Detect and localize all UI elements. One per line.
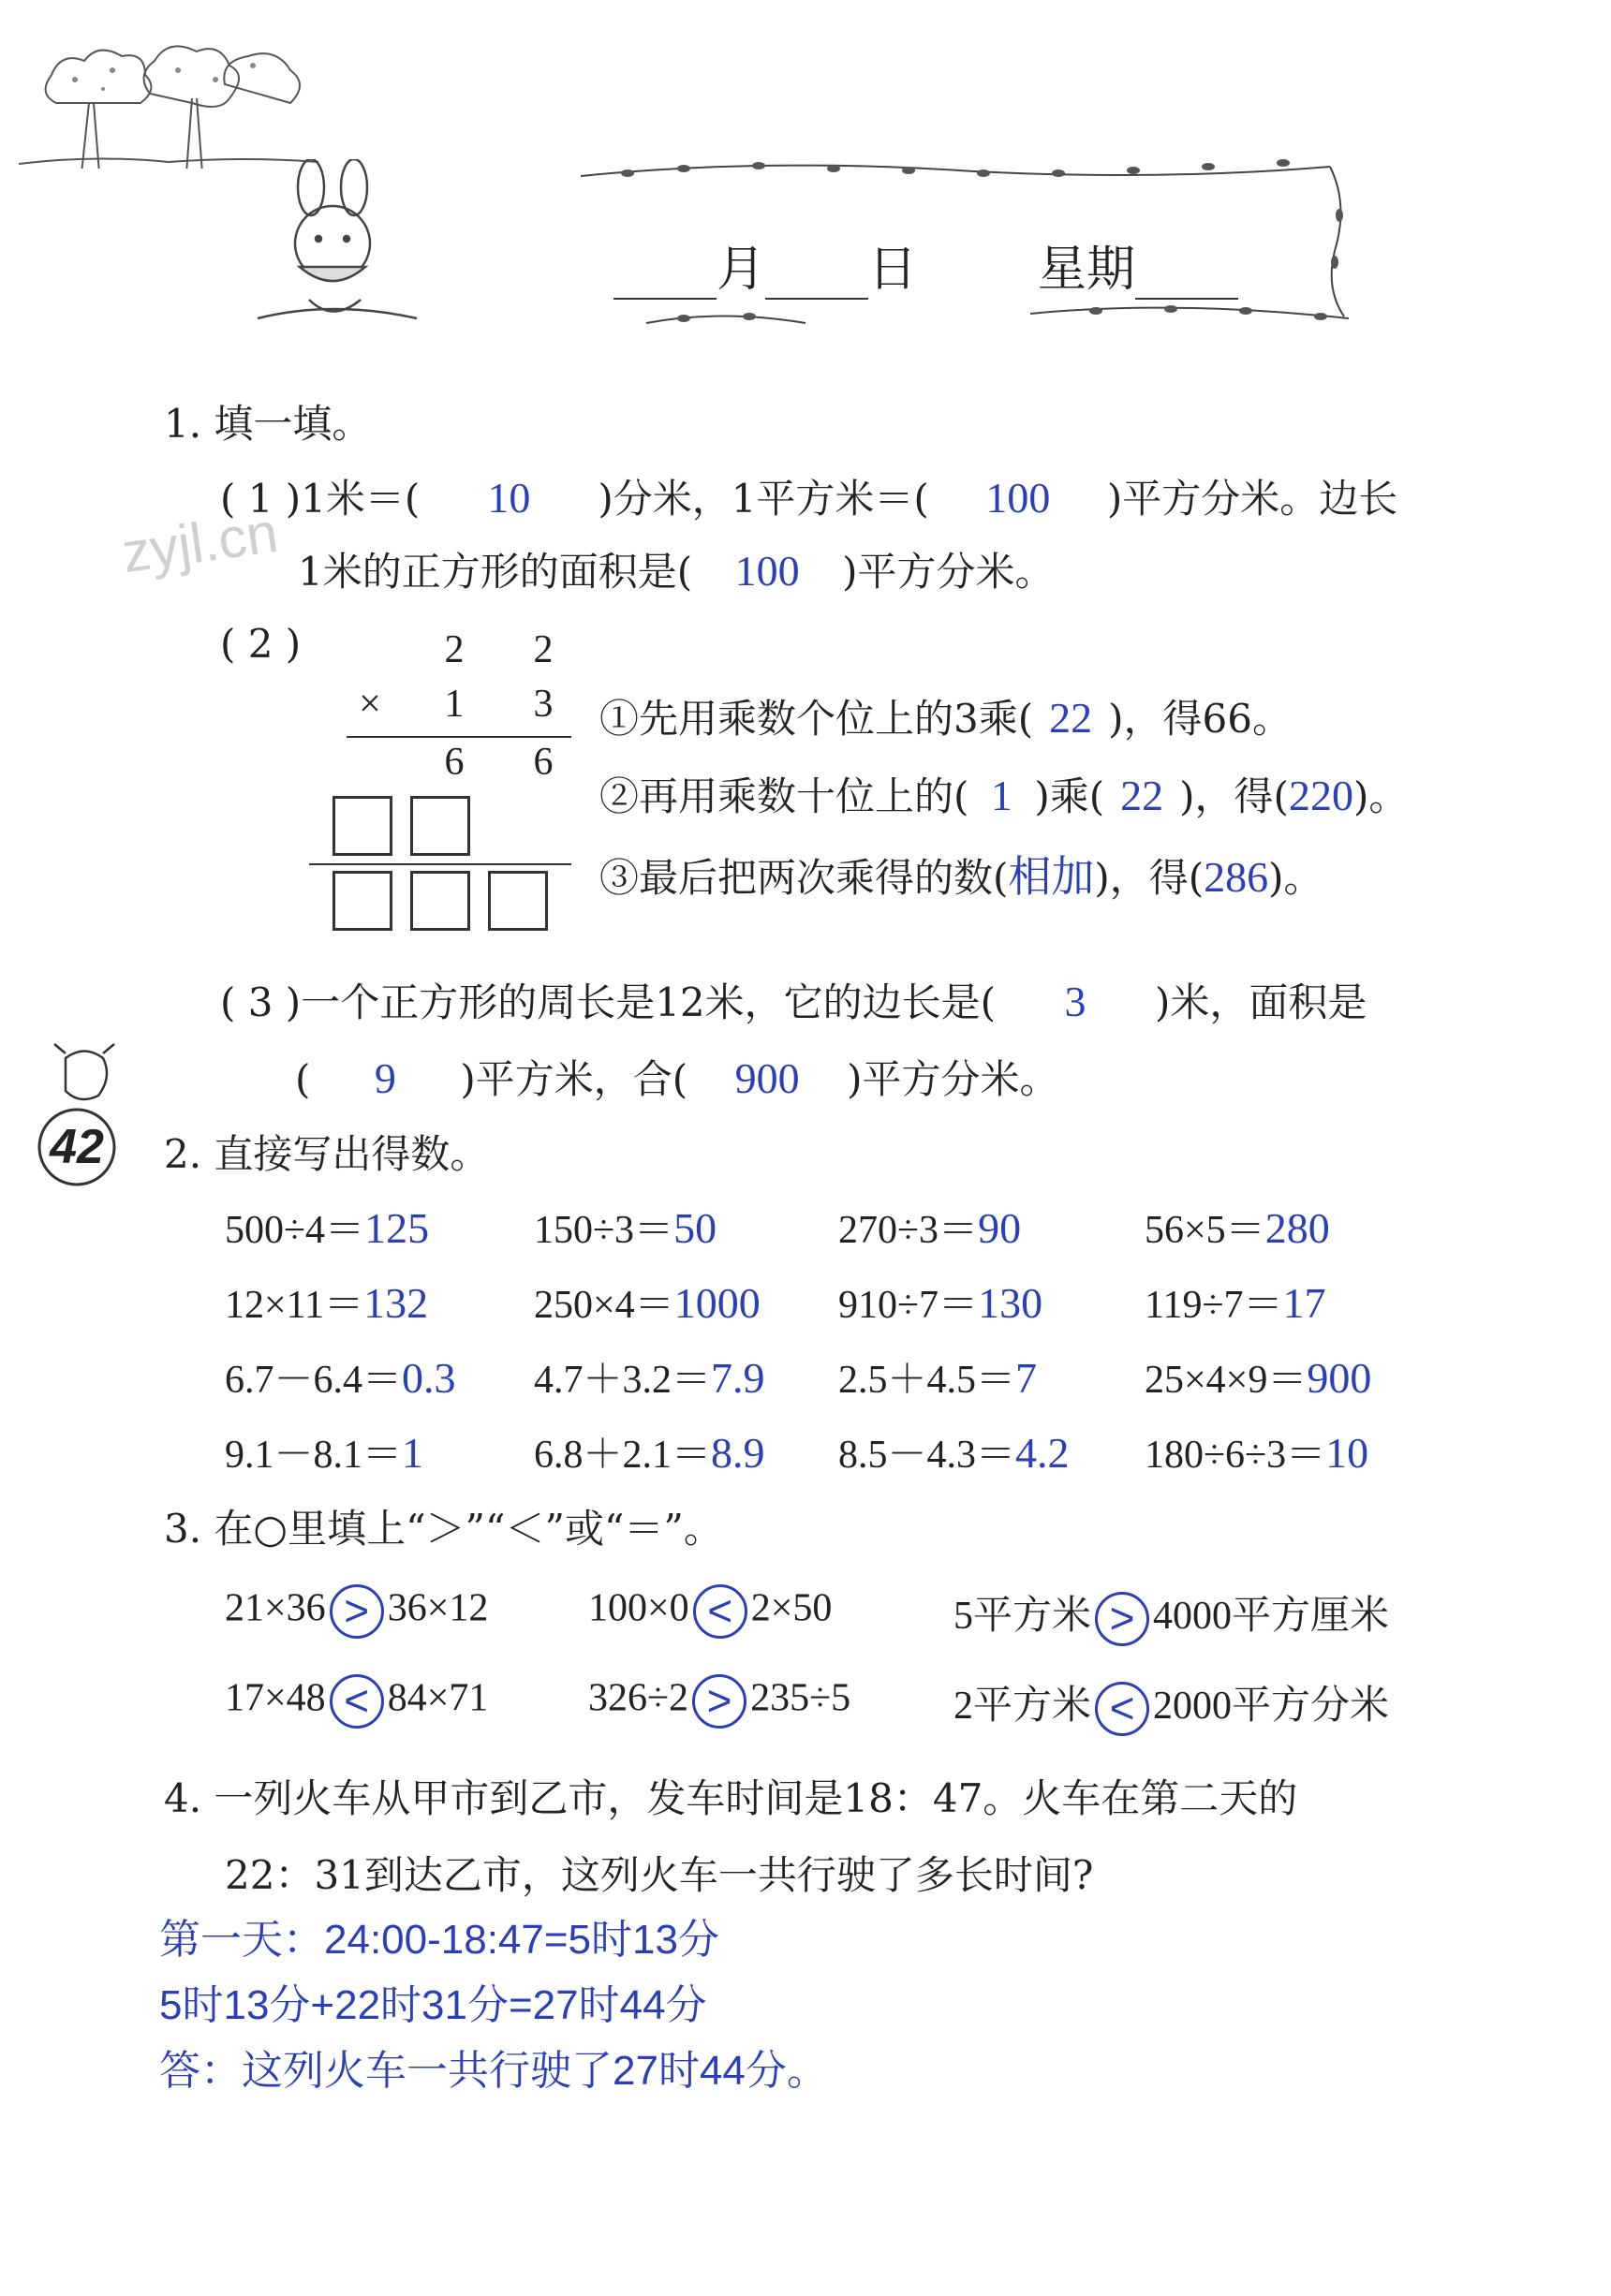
q1-part3-line1: ( 3 )一个正方形的周长是12米，它的边长是( 3 )米，面积是	[220, 978, 1367, 1025]
sum-rule	[309, 863, 571, 865]
compare-circle: <	[693, 1584, 747, 1639]
q1-title: 1. 填一填。	[164, 401, 372, 447]
answer-box[interactable]	[333, 871, 392, 931]
compare-circle: <	[1095, 1682, 1149, 1736]
page-number: 42	[50, 1120, 104, 1174]
answer-box[interactable]	[410, 871, 470, 931]
answer-2-4: 220	[1288, 772, 1353, 819]
answer-2-2: 1	[990, 772, 1012, 819]
trees-illustration	[19, 28, 318, 169]
calc-item: 6.7－6.4＝0.3	[225, 1354, 456, 1402]
q4-line2: 22：31到达乙市，这列火车一共行驶了多长时间?	[225, 1852, 1094, 1898]
month-label: 月	[717, 243, 766, 297]
calc-answer: 1000	[673, 1279, 761, 1327]
date-header	[613, 229, 1238, 300]
digit: 1	[444, 683, 465, 726]
answer-1-3: 100	[734, 547, 800, 595]
calc-answer: 10	[1325, 1429, 1369, 1477]
day-label: 日	[868, 243, 918, 297]
calc-item: 9.1－8.1＝1	[225, 1429, 424, 1477]
digit: 6	[533, 741, 554, 784]
q1-part3-line2: ( 9 )平方米，合( 900 )平方分米。	[295, 1054, 1059, 1102]
digit: 2	[533, 628, 554, 671]
q2-title: 2. 直接写出得数。	[164, 1131, 490, 1177]
digit: 2	[444, 628, 465, 671]
answer-box[interactable]	[488, 871, 548, 931]
answer-2-6: 286	[1204, 853, 1269, 901]
answer-3-3: 900	[734, 1054, 800, 1102]
compare-circle: >	[692, 1674, 746, 1729]
calc-answer: 7.9	[711, 1354, 765, 1402]
q4-line1: 4. 一列火车从甲市到乙市，发车时间是18：47。火车在第二天的	[164, 1775, 1298, 1821]
q4-answer-line3: 答：这列火车一共行驶了27时44分。	[159, 2048, 828, 2094]
compare-item: 2平方米 < 2000平方分米	[953, 1674, 1389, 1736]
calc-answer: 0.3	[402, 1354, 456, 1402]
calc-answer: 7	[1015, 1354, 1038, 1402]
calc-answer: 132	[363, 1279, 429, 1327]
compare-item: 5平方米 > 4000平方厘米	[953, 1584, 1389, 1646]
compare-item: 326÷2 > 235÷5	[588, 1674, 850, 1729]
q1-part1-line2: 1米的正方形的面积是( 100 )平方分米。	[298, 547, 1055, 595]
day-blank	[765, 257, 868, 300]
calc-item: 56×5＝280	[1145, 1204, 1330, 1252]
calc-answer: 900	[1307, 1354, 1372, 1402]
calc-item: 25×4×9＝900	[1145, 1354, 1372, 1402]
answer-3-2: 9	[374, 1054, 396, 1102]
calc-answer: 50	[673, 1204, 717, 1252]
compare-item: 100×0 < 2×50	[588, 1584, 832, 1639]
watermark: zyjl.cn	[118, 500, 282, 585]
calc-item: 8.5－4.3＝4.2	[838, 1429, 1070, 1477]
calc-item: 270÷3＝90	[838, 1204, 1022, 1252]
calc-answer: 125	[364, 1204, 430, 1252]
answer-box[interactable]	[410, 796, 470, 856]
calc-item: 12×11＝132	[225, 1279, 429, 1327]
q1-part1-line1: ( 1 )1米＝( 10 )分米，1平方米＝( 100 )平方分米。边长	[220, 474, 1398, 522]
q1-part2-label: ( 2 )	[220, 621, 302, 667]
calc-answer: 17	[1282, 1279, 1326, 1327]
calc-item: 180÷6÷3＝10	[1145, 1429, 1369, 1477]
calc-answer: 280	[1264, 1204, 1330, 1252]
compare-item: 21×36 > 36×12	[225, 1584, 488, 1639]
compare-circle: >	[1095, 1592, 1149, 1646]
calc-item: 500÷4＝125	[225, 1204, 430, 1252]
compare-circle: >	[330, 1584, 384, 1639]
calc-item: 6.8＋2.1＝8.9	[534, 1429, 765, 1477]
answer-2-1: 22	[1049, 694, 1093, 742]
calc-item: 4.7＋3.2＝7.9	[534, 1354, 765, 1402]
calc-item: 150÷3＝50	[534, 1204, 717, 1252]
times-sign: ×	[359, 683, 381, 726]
calc-item: 910÷7＝130	[838, 1279, 1043, 1327]
answer-1-1: 10	[487, 474, 531, 522]
calc-item: 2.5＋4.5＝7	[838, 1354, 1038, 1402]
q3-title: 3. 在○里填上“＞”“＜”或“＝”。	[164, 1506, 723, 1552]
answer-1-2: 100	[985, 474, 1051, 522]
q1-part2-step2: ②再用乘数十位上的( 1 )乘( 22 )，得(220)。	[599, 772, 1409, 819]
rabbit-illustration	[253, 159, 421, 328]
answer-3-1: 3	[1064, 978, 1086, 1025]
calc-answer: 4.2	[1015, 1429, 1070, 1477]
answer-2-5: 相加	[1008, 853, 1095, 901]
month-blank	[613, 257, 717, 300]
q4-answer-line2: 5时13分+22时31分=27时44分	[159, 1982, 707, 2028]
q1-part2-step3: ③最后把两次乘得的数(相加)，得(286)。	[599, 853, 1323, 901]
calc-answer: 1	[402, 1429, 424, 1477]
q1-part2-step1: ①先用乘数个位上的3乘( 22 )，得66。	[599, 694, 1292, 742]
digit: 3	[533, 683, 554, 726]
calc-answer: 8.9	[711, 1429, 765, 1477]
q4-answer-line1: 第一天：24:00-18:47=5时13分	[159, 1917, 719, 1963]
calc-answer: 130	[978, 1279, 1043, 1327]
calc-answer: 90	[978, 1204, 1022, 1252]
calc-item: 250×4＝1000	[534, 1279, 761, 1327]
answer-box[interactable]	[333, 796, 392, 856]
weekday-blank	[1135, 257, 1238, 300]
answer-2-3: 22	[1120, 772, 1164, 819]
digit: 6	[444, 741, 465, 784]
compare-circle: <	[330, 1674, 384, 1729]
weekday-label: 星期	[1037, 243, 1135, 297]
compare-item: 17×48 < 84×71	[225, 1674, 488, 1729]
calc-item: 119÷7＝17	[1145, 1279, 1326, 1327]
vertical-multiplication	[309, 618, 581, 936]
multiplication-rule	[347, 736, 571, 738]
